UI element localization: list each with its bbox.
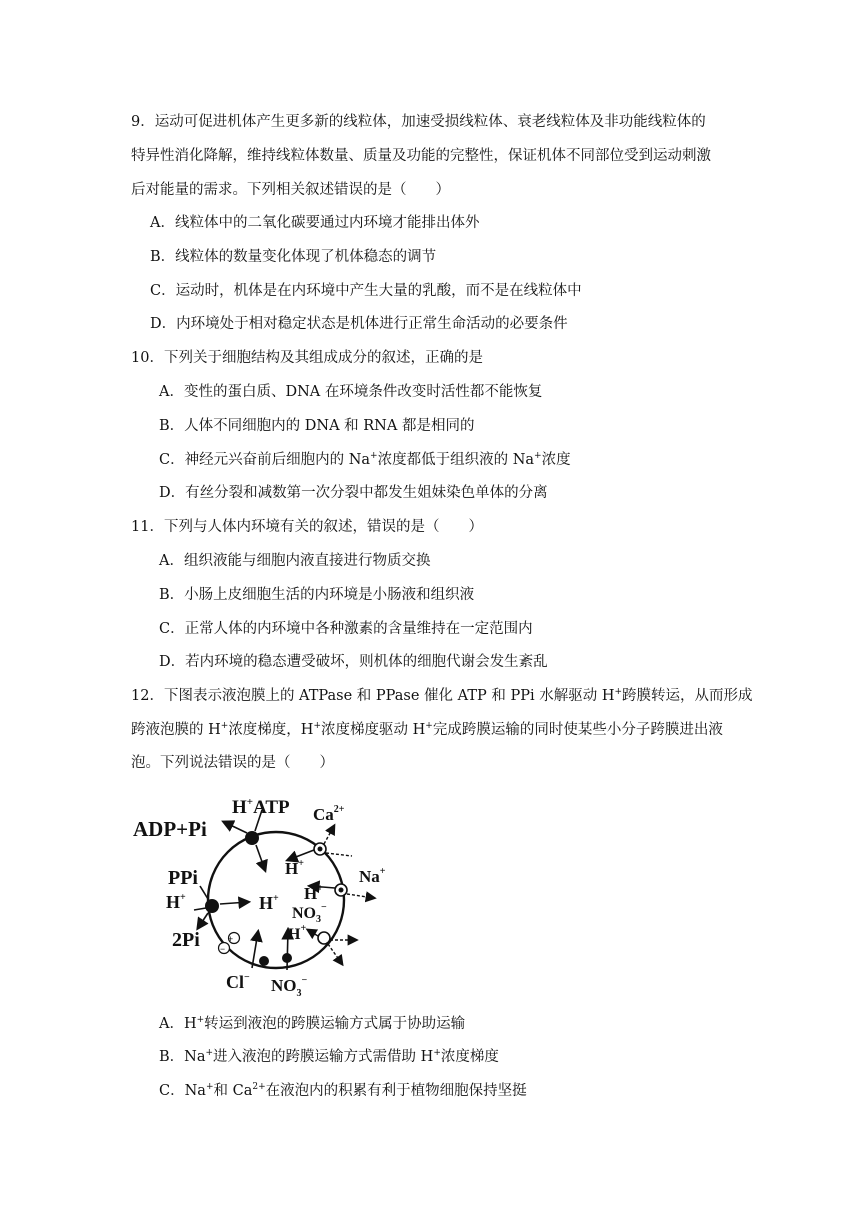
h-atp-label: H+ATP bbox=[232, 796, 290, 818]
no3-outer-label: $NO_3^-$ bbox=[271, 975, 308, 999]
two-pi-label: 2Pi bbox=[172, 929, 200, 951]
q9-stem-line-2: 特异性消化降解，维持线粒体数量、质量及功能的完整性，保证机体不同部位受到运动刺激 bbox=[131, 148, 711, 164]
no3-antiporter bbox=[318, 932, 330, 944]
q10-option-b: B．人体不同细胞内的 DNA 和 RNA 都是相同的 bbox=[159, 418, 475, 434]
h-na-label: H+ bbox=[304, 883, 323, 903]
cl-label: Cl− bbox=[226, 972, 250, 992]
membrane-plus-sign: + bbox=[228, 934, 234, 944]
adp-pi-label: ADP+Pi bbox=[133, 817, 207, 841]
h-ca-label: H+ bbox=[285, 858, 304, 878]
h-left-label: H+ bbox=[166, 892, 186, 912]
q12-option-b: B．Na+进入液泡的跨膜运输方式需借助 H+浓度梯度 bbox=[159, 1048, 499, 1065]
q11-stem: 11．下列与人体内环境有关的叙述，错误的是（ ） bbox=[131, 519, 483, 535]
q12-stem-line-1: 12．下图表示液泡膜上的 ATPase 和 PPase 催化 ATP 和 PPi 水解驱动 H+跨膜转运，从而形成 bbox=[131, 687, 753, 704]
membrane-minus-sign: − bbox=[220, 944, 226, 954]
ppase-protein bbox=[205, 899, 219, 913]
q9-option-a: A．线粒体中的二氧化碳要通过内环境才能排出体外 bbox=[150, 215, 480, 231]
q10-option-d: D．有丝分裂和减数第一次分裂中都发生姐妹染色单体的分离 bbox=[159, 485, 548, 501]
q11-option-b: B．小肠上皮细胞生活的内环境是小肠液和组织液 bbox=[159, 587, 475, 603]
q12-stem-line-2: 跨液泡膜的 H+浓度梯度，H+浓度梯度驱动 H+完成跨膜运输的同时使某些小分子跨膜进出液 bbox=[131, 721, 723, 738]
na-label: Na+ bbox=[359, 866, 386, 886]
vacuole-membrane-diagram bbox=[128, 790, 408, 1000]
atpase-protein bbox=[245, 831, 259, 845]
q11-option-d: D．若内环境的稳态遭受破坏，则机体的细胞代谢会发生紊乱 bbox=[159, 654, 548, 670]
q9-option-d: D．内环境处于相对稳定状态是机体进行正常生命活动的必要条件 bbox=[150, 316, 568, 332]
q12-stem-line-3: 泡。下列说法错误的是（ ） bbox=[131, 755, 334, 771]
q10-option-c: C．神经元兴奋前后细胞内的 Na+浓度都低于组织液的 Na+浓度 bbox=[159, 451, 571, 468]
cl-channel bbox=[259, 956, 269, 966]
q9-stem-line-1: 9．运动可促进机体产生更多新的线粒体，加速受损线粒体、衰老线粒体及非功能线粒体的 bbox=[131, 114, 706, 130]
ca-label: $Ca^{2+}$ bbox=[313, 804, 345, 824]
no3-inner-label: $NO_3^-$ bbox=[292, 902, 327, 925]
h-no3-label: H+ bbox=[288, 923, 307, 943]
q12-option-a: A．H+转运到液泡的跨膜运输方式属于协助运输 bbox=[159, 1015, 466, 1032]
h-center-label: H+ bbox=[259, 893, 279, 913]
q11-option-a: A．组织液能与细胞内液直接进行物质交换 bbox=[159, 553, 431, 569]
q10-option-a: A．变性的蛋白质、DNA 在环境条件改变时活性都不能恢复 bbox=[159, 384, 543, 400]
q9-option-b: B．线粒体的数量变化体现了机体稳态的调节 bbox=[150, 249, 437, 265]
q12-option-c: C．Na+和 $Ca^{2+}$在液泡内的积累有利于植物细胞保持坚挺 bbox=[159, 1082, 527, 1099]
q11-option-c: C．正常人体的内环境中各种激素的含量维持在一定范围内 bbox=[159, 621, 533, 637]
ppi-label: PPi bbox=[168, 867, 198, 889]
q9-option-c: C．运动时，机体是在内环境中产生大量的乳酸，而不是在线粒体中 bbox=[150, 283, 582, 299]
q9-stem-line-3: 后对能量的需求。下列相关叙述错误的是（ ） bbox=[131, 182, 450, 198]
q10-stem: 10．下列关于细胞结构及其组成成分的叙述，正确的是 bbox=[131, 350, 483, 366]
